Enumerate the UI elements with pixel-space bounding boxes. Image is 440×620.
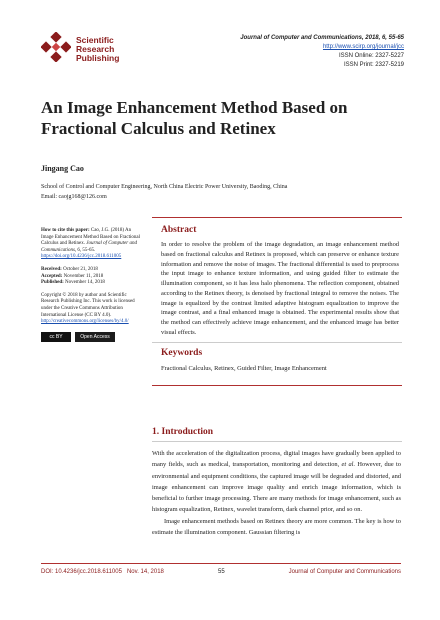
paper-title: An Image Enhancement Method Based on Fractional Calculus and Retinex (41, 98, 348, 138)
keywords-rule (152, 342, 402, 343)
journal-line: Journal of Computer and Communications, 2018, 6, 55-65 (240, 35, 404, 41)
affiliation-block (41, 182, 401, 202)
cite-doi-link[interactable]: https://doi.org/10.4236/jcc.2018.611005 (41, 254, 122, 260)
footer-doi: DOI: 10.4236/jcc.2018.611005 Nov. 14, 2018 (41, 569, 164, 575)
open-access-badge[interactable]: Open Access (75, 332, 115, 342)
keywords-heading: Keywords (161, 348, 203, 358)
abstract-top-rule (152, 217, 402, 218)
license-badges (41, 332, 141, 342)
accepted-label: Accepted: (41, 273, 63, 279)
intro-paragraph-2: Image enhancement methods based on Retinex theory are more common. The key is how to estimate the illumination component. Gaussian filtering is (152, 517, 401, 537)
cc-by-badge-icon[interactable]: cc BY (41, 332, 71, 342)
published-label: Published: (41, 280, 64, 286)
journal-info (240, 34, 404, 70)
introduction-rule (152, 441, 402, 442)
license-text: This work is licensed under the Creative Commons Attribution International License (CC BY 4.0). (41, 299, 135, 318)
footer-rule (41, 563, 401, 564)
journal-url-link[interactable]: http://www.scirp.org/journal/jcc (322, 44, 404, 50)
dates-block (41, 267, 141, 287)
page-number: 55 (218, 569, 225, 575)
copyright-text: Copyright © 2018 by author and Scientific Research Publishing Inc. (41, 292, 127, 305)
cite-label: How to cite this paper: (41, 228, 90, 233)
cite-journal: Journal of Computer and Communications, (41, 241, 137, 253)
citation-sidebar (41, 228, 141, 342)
keywords-text: Fractional Calculus, Retinex, Guided Filter, Image Enhancement (161, 365, 327, 372)
keywords-bottom-rule (152, 385, 402, 386)
cite-text: Cao, J.G. (2018) An Image Enhancement Method Based on Fractional Calculus and Retinex. (41, 228, 140, 247)
email: Email: caojg168@126.com (41, 194, 107, 200)
copyright-block (41, 293, 141, 326)
cite-volume: 6, 55-65. (77, 247, 96, 253)
intro-paragraph-1: With the acceleration of the digitalization process, digital images have gradually been applied to many fields, such as medical, transportation, monitoring and detection, et al. However, due to environmental and equipment conditions, the captured image will be degraded and distorted, and image enhancement can improve image quality and enrich image information, which is beneficial to further image processing. There are many methods for image enhancement, such as histogram equalization, Retinex, wavelet transform, dark channel prior, and so on. (152, 450, 401, 514)
introduction-heading: 1. Introduction (152, 427, 214, 437)
abstract-heading: Abstract (161, 225, 197, 235)
issn-online: ISSN Online: 2327-5227 (338, 53, 404, 59)
issn-print: ISSN Print: 2327-5219 (343, 62, 404, 68)
license-link[interactable]: http://creativecommons.org/licenses/by/4.0/ (41, 319, 129, 325)
received-date: October 21, 2018 (63, 266, 98, 272)
scirp-logo-icon (41, 32, 71, 62)
footer-journal: Journal of Computer and Communications (288, 569, 401, 575)
published-date: November 14, 2018 (65, 280, 105, 286)
paper-author: Jingang Cao (41, 164, 84, 173)
accepted-date: November 11, 2018 (63, 273, 104, 279)
affiliation: School of Control and Computer Engineering, North China Electric Power University, Baoding, China (41, 184, 288, 190)
publisher-name: Scientific Research Publishing (76, 35, 120, 63)
received-label: Received: (41, 266, 62, 272)
abstract-text: In order to resolve the problem of the image degradation, an image enhancement method based on fractional calculus and Retinex is proposed, which can preserve or enhance texture information and remove the noise of images. The fractional differential is used to preprocess the input image to enhance texture information, and using guided filter to estimate the illumination component, so it has less halo phenomena. The reflection component, obtained according to the Retinex theory, is denoised by fractional integral to remove the noises. The image is equalized by the contrast limited adaptive histogram equalization to improve the image contrast, and a final enhanced image is obtained. The experimental results show that the method can effectively achieve image enhancement, and the enhanced image has better visual effects. (161, 241, 399, 336)
introduction-body (152, 448, 401, 538)
cite-block (41, 228, 141, 261)
